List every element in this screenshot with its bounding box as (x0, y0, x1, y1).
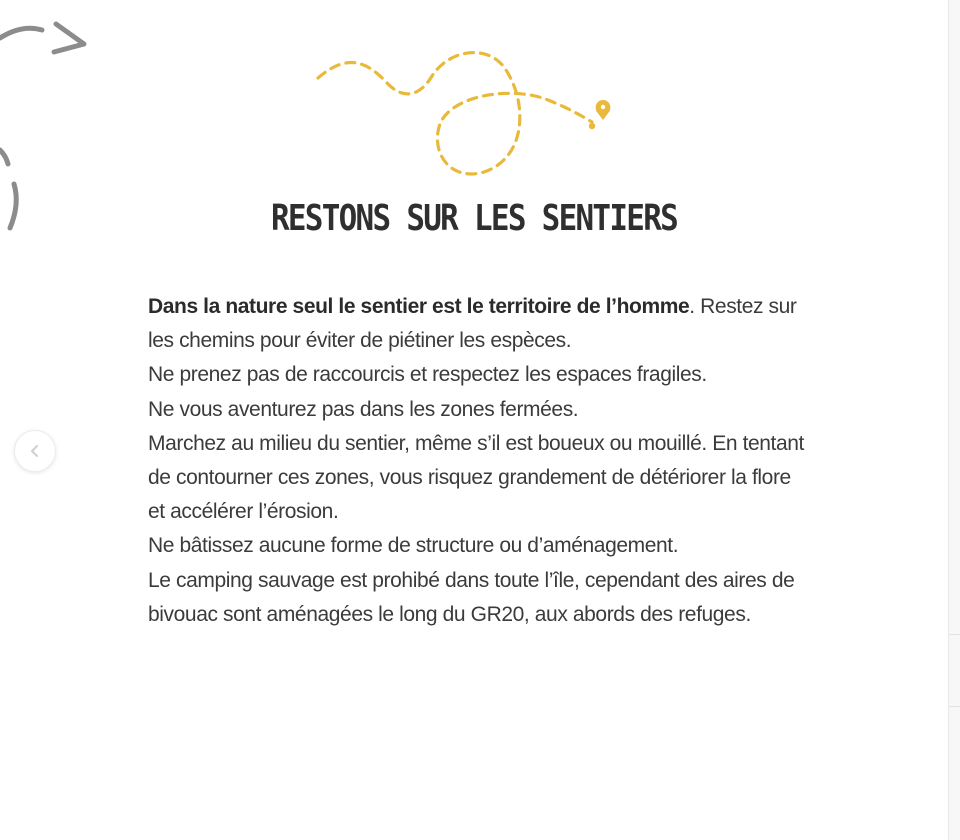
dotted-trail-icon (300, 40, 630, 190)
paragraph-text: . Restez sur les chemins pour éviter de piétiner les espèces. (148, 295, 797, 353)
slide-body-text (148, 290, 808, 632)
map-pin-icon (596, 100, 611, 120)
slide-title: RESTONS SUR LES SENTIERS (270, 198, 678, 239)
paragraph: Ne prenez pas de raccourcis et respectez les espaces fragiles. (148, 363, 707, 387)
page-edge (948, 0, 960, 840)
paragraph-bold-text: Dans la nature seul le sentier est le territoire de l’homme (148, 295, 690, 318)
chevron-left-icon (28, 444, 42, 458)
divider (949, 706, 960, 707)
paragraph: Le camping sauvage est prohibé dans toute l’île, cependant des aires de bivouac sont aménagées le long du GR20, aux abords des refuges. (148, 568, 795, 626)
paragraph: Marchez au milieu du sentier, même s’il est boueux ou mouillé. En tentant de contourner ces zones, vous risquez grandement de détériorer la flore et accélérer l’érosion. (148, 431, 804, 524)
divider (949, 634, 960, 635)
paragraph (148, 290, 808, 358)
carousel-previous-button[interactable] (14, 430, 56, 472)
paragraph: Ne vous aventurez pas dans les zones fermées. (148, 397, 579, 421)
paragraph: Ne bâtissez aucune forme de structure ou d’aménagement. (148, 534, 679, 558)
